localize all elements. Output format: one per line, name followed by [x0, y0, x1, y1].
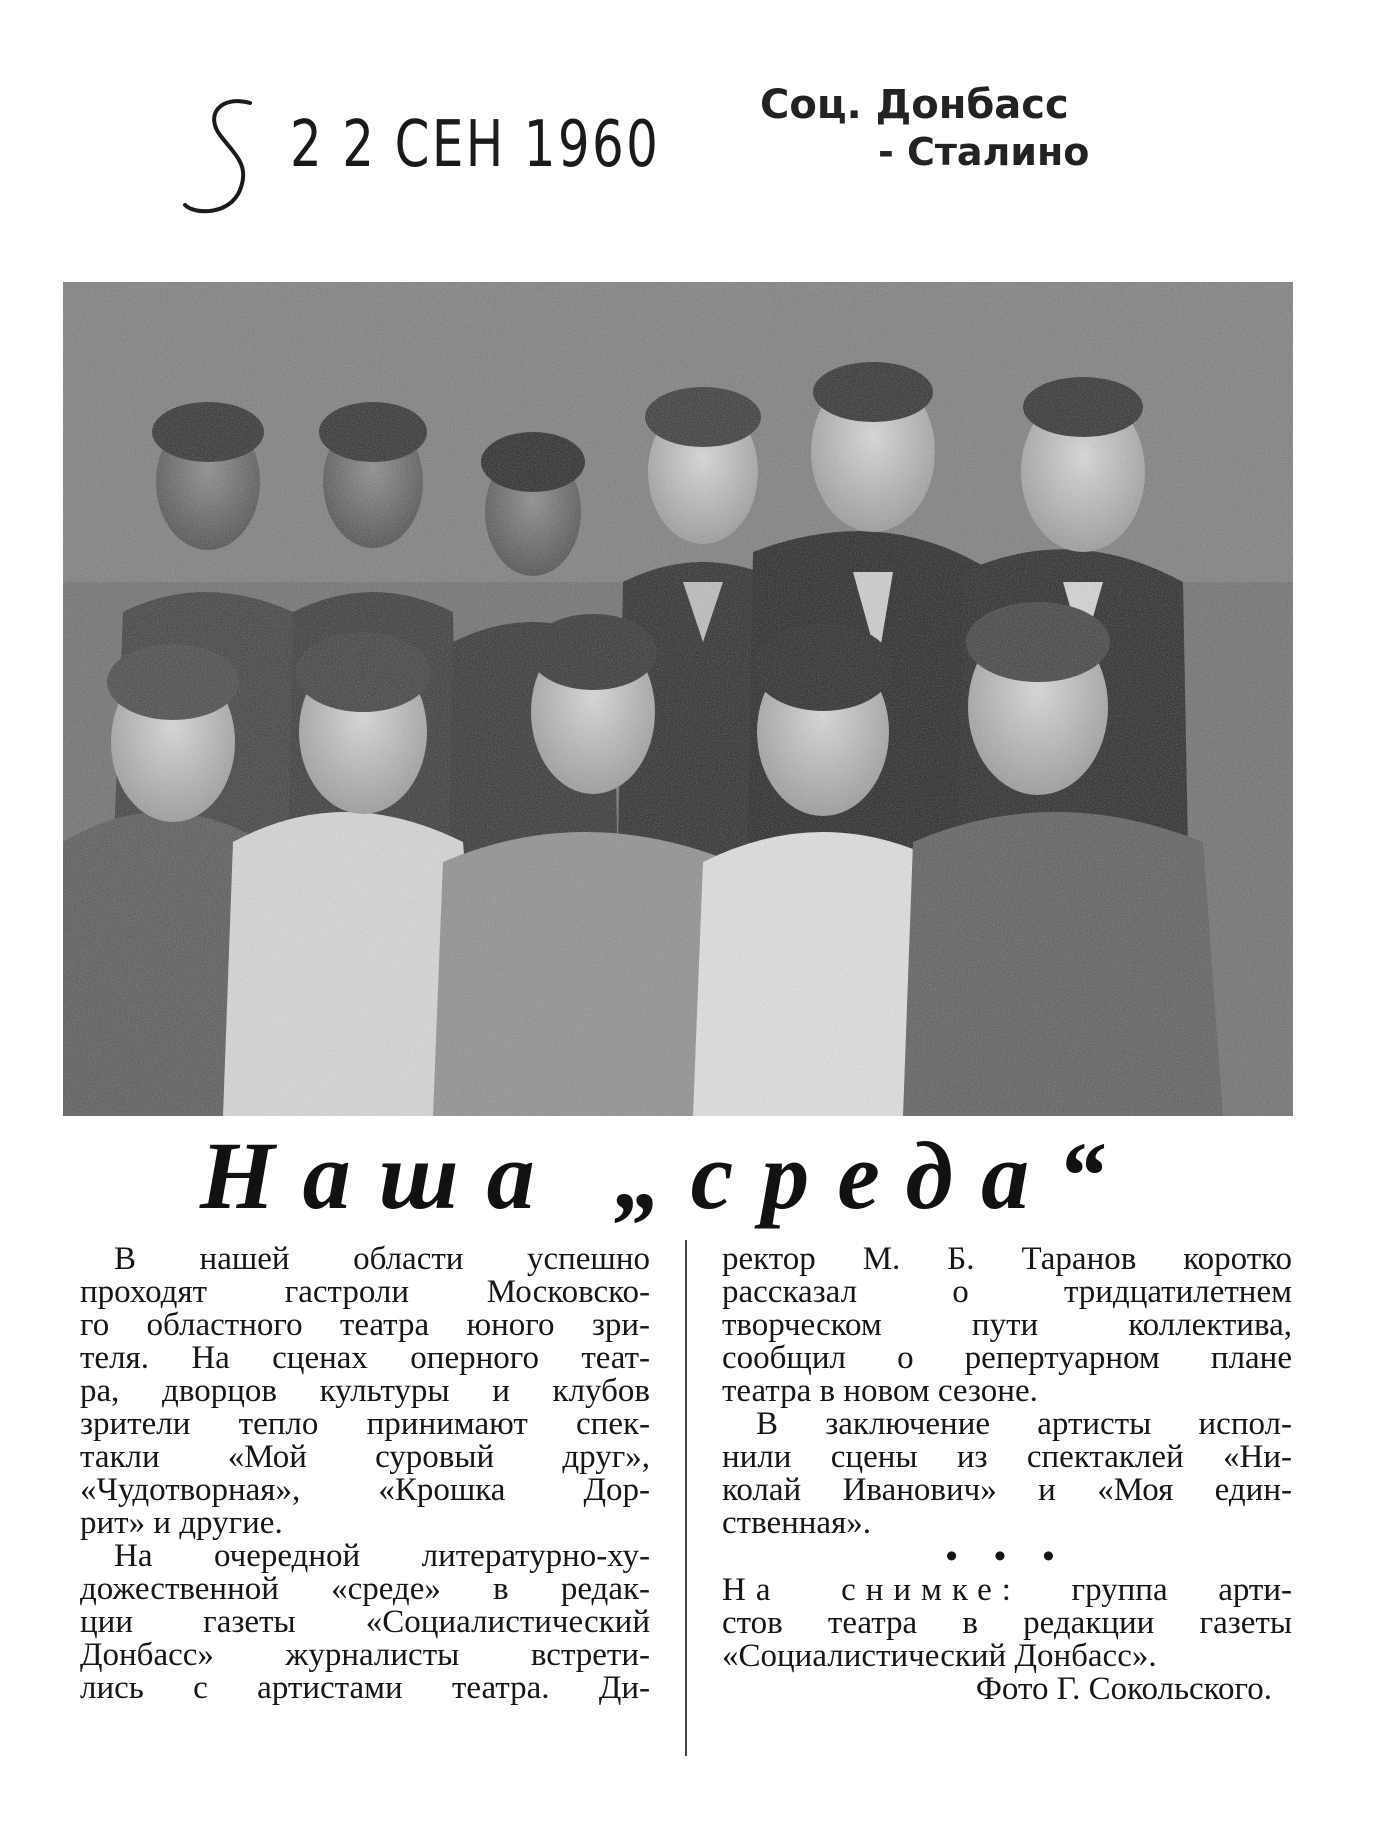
column-divider: [685, 1240, 687, 1756]
caption-text: группа арти-: [1071, 1572, 1292, 1608]
photo-caption-line: «Социалистический Донбасс».: [722, 1638, 1157, 1674]
article-line: творческом пути коллектива,: [722, 1307, 1292, 1343]
article-line: дожественной «среде» в редак-: [80, 1571, 650, 1607]
article-line: рит» и другие.: [80, 1505, 283, 1541]
ink-signature-mark: [180, 95, 290, 225]
article-line: теля. На сценах оперного теат-: [80, 1340, 650, 1376]
newspaper-name: Соц. Донбасс: [760, 82, 1069, 128]
article-line: колай Иванович» и «Моя един-: [722, 1472, 1292, 1508]
article-headline: Наша „среда“: [200, 1122, 1134, 1229]
group-photo: [63, 282, 1293, 1116]
article-column-right: [722, 1243, 1292, 1706]
section-separator: • • •: [945, 1538, 1069, 1575]
article-line: зрители тепло принимают спек-: [80, 1406, 650, 1442]
article-line: нили сцены из спектаклей «Ни-: [722, 1439, 1292, 1475]
article-line: проходят гастроли Московско-: [80, 1274, 650, 1310]
article-line: сообщил о репертуарном плане: [722, 1340, 1292, 1376]
caption-prefix: На снимке:: [722, 1572, 1021, 1608]
article-line: «Чудотворная», «Крошка Дор-: [80, 1472, 650, 1508]
article-line: ректор М. Б. Таранов коротко: [722, 1241, 1292, 1277]
source-stamp: [760, 82, 1089, 174]
article-line: ственная».: [722, 1505, 871, 1541]
photo-caption-line: [722, 1574, 1292, 1607]
city-name: - Сталино: [878, 130, 1090, 174]
article-line: ра, дворцов культуры и клубов: [80, 1373, 650, 1409]
article-line: ции газеты «Социалистический: [80, 1604, 650, 1640]
date-stamp: 2 2 СЕН 1960: [290, 108, 661, 182]
article-line: лись с артистами театра. Ди-: [80, 1670, 650, 1706]
article-line: Донбасс» журналисты встрети-: [80, 1637, 650, 1673]
article-line: В заключение артисты испол-: [756, 1406, 1292, 1442]
article-line: рассказал о тридцатилетнем: [722, 1274, 1292, 1310]
article-line: На очередной литературно-ху-: [114, 1538, 650, 1574]
group-photo-image: [63, 282, 1293, 1116]
article-line: го областного театра юного зри-: [80, 1307, 650, 1343]
article-line: театра в новом сезоне.: [722, 1373, 1038, 1409]
article-line: такли «Мой суровый друг»,: [80, 1439, 650, 1475]
article-line: В нашей области успешно: [114, 1241, 650, 1277]
article-column-left: [80, 1243, 650, 1705]
photo-caption-line: стов театра в редакции газеты: [722, 1605, 1292, 1641]
photo-credit: Фото Г. Сокольского.: [975, 1671, 1272, 1707]
